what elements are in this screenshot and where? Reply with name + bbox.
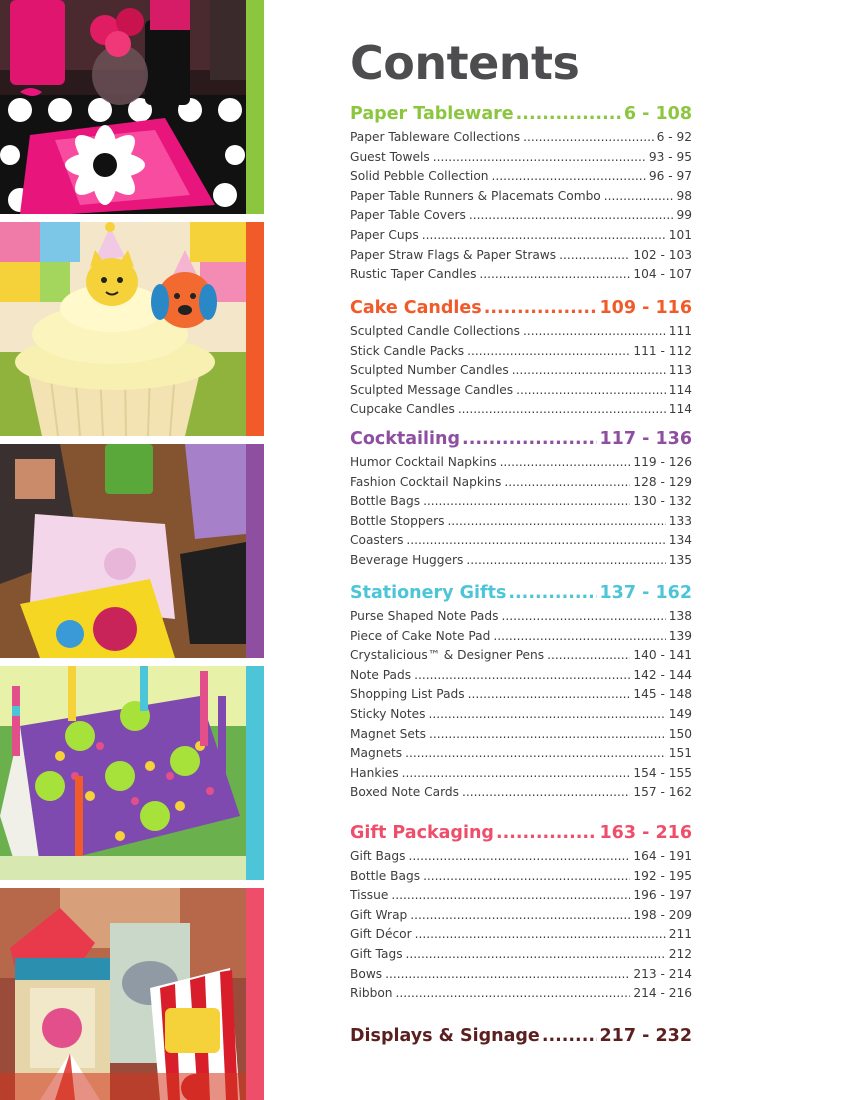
leader-dots — [484, 297, 598, 319]
leader-dots — [414, 666, 630, 686]
leader-dots — [466, 551, 665, 571]
entry-pages: 157 - 162 — [633, 785, 692, 800]
section-pages: 109 - 116 — [599, 298, 692, 318]
entry-pages: 214 - 216 — [633, 986, 692, 1001]
entry-pages: 211 — [668, 927, 692, 942]
leader-dots — [496, 822, 598, 844]
section-pages: 117 - 136 — [599, 429, 692, 449]
entry-label: Paper Table Runners & Placemats Combo — [350, 188, 601, 203]
entry-pages: 114 — [668, 382, 692, 397]
entry-label: Beverage Huggers — [350, 552, 464, 567]
toc-entry[interactable] — [350, 148, 692, 168]
section-heading[interactable] — [350, 582, 692, 604]
toc-entry[interactable] — [350, 361, 692, 381]
leader-dots — [500, 453, 631, 473]
leader-dots — [479, 265, 630, 285]
entry-label: Coasters — [350, 533, 404, 548]
entry-pages: 128 - 129 — [633, 474, 692, 489]
section-heading[interactable] — [350, 822, 692, 844]
entry-pages: 93 - 95 — [648, 149, 692, 164]
leader-dots — [462, 428, 597, 450]
entry-label: Paper Cups — [350, 227, 419, 242]
leader-dots — [501, 607, 665, 627]
toc-entry[interactable] — [350, 492, 692, 512]
section-title: Gift Packaging — [350, 823, 494, 843]
section-heading[interactable] — [350, 1025, 692, 1047]
entry-pages: 142 - 144 — [633, 667, 692, 682]
leader-dots — [559, 246, 630, 266]
leader-dots — [516, 381, 666, 401]
entry-pages: 149 — [668, 706, 692, 721]
entry-label: Gift Wrap — [350, 907, 408, 922]
entry-label: Tissue — [350, 888, 389, 903]
leader-dots — [469, 206, 674, 226]
toc-entry[interactable] — [350, 473, 692, 493]
toc-entry[interactable] — [350, 512, 692, 532]
section-title: Stationery Gifts — [350, 583, 507, 603]
entry-pages: 164 - 191 — [633, 849, 692, 863]
entry-label: Crystalicious™ & Designer Pens — [350, 648, 545, 663]
entry-pages: 154 - 155 — [633, 765, 692, 780]
toc-entry[interactable] — [350, 551, 692, 571]
entry-label: Gift Décor — [350, 927, 412, 942]
toc-entry[interactable] — [350, 627, 692, 647]
entry-label: Shopping List Pads — [350, 687, 465, 702]
entry-pages: 102 - 103 — [633, 247, 692, 262]
entry-pages: 111 — [668, 324, 692, 338]
toc-entry[interactable] — [350, 400, 692, 420]
entry-pages: 114 — [668, 402, 692, 417]
section-paper-tableware — [350, 103, 692, 285]
paper-tableware-photo-icon — [0, 0, 246, 214]
entry-label: Ribbon — [350, 986, 393, 1001]
entry-label: Bows — [350, 966, 383, 981]
toc-entry[interactable] — [350, 246, 692, 266]
entry-label: Bottle Bags — [350, 494, 421, 509]
page-title: Contents — [350, 36, 580, 90]
entry-pages: 198 - 209 — [633, 907, 692, 922]
leader-dots — [429, 705, 666, 725]
section-title: Paper Tableware — [350, 104, 514, 124]
section-pages: 217 - 232 — [599, 1026, 692, 1046]
section-stationery-gifts — [350, 582, 692, 803]
leader-dots — [542, 1025, 598, 1047]
toc-entry[interactable] — [350, 187, 692, 207]
leader-dots — [512, 361, 666, 381]
cocktailing-color-strip — [246, 444, 264, 658]
entry-pages: 101 — [668, 227, 692, 242]
leader-dots — [408, 847, 630, 867]
entry-label: Rustic Taper Candles — [350, 267, 477, 282]
section-gift-packaging — [350, 822, 692, 1004]
leader-dots — [396, 984, 631, 1004]
entry-pages: 133 — [668, 513, 692, 528]
toc-entry[interactable] — [350, 226, 692, 246]
section-heading[interactable] — [350, 297, 692, 319]
leader-dots — [492, 167, 646, 187]
toc-entry[interactable] — [350, 607, 692, 627]
toc-entry[interactable] — [350, 666, 692, 686]
stationery-color-strip — [246, 666, 264, 880]
cocktailing-photo-icon — [0, 444, 246, 658]
section-title: Cocktailing — [350, 429, 461, 449]
toc-entry[interactable] — [350, 705, 692, 725]
entry-pages: 111 - 112 — [633, 343, 692, 358]
toc-entry[interactable] — [350, 381, 692, 401]
entry-pages: 196 - 197 — [633, 888, 692, 903]
entry-pages: 134 — [668, 533, 692, 548]
entry-label: Bottle Stoppers — [350, 513, 445, 528]
toc-entry[interactable] — [350, 453, 692, 473]
section-displays-signage — [350, 1025, 692, 1047]
leader-dots — [467, 342, 630, 362]
toc-entry[interactable] — [350, 906, 692, 926]
entry-pages: 6 - 92 — [656, 130, 692, 144]
stationery-photo-icon — [0, 666, 246, 880]
leader-dots — [385, 965, 630, 985]
entry-label: Piece of Cake Note Pad — [350, 628, 491, 643]
leader-dots — [406, 531, 665, 551]
section-pages: 163 - 216 — [599, 823, 692, 843]
toc-entry[interactable] — [350, 847, 692, 867]
entry-label: Bottle Bags — [350, 868, 421, 883]
toc-entry[interactable] — [350, 886, 692, 906]
paper-tableware-color-strip — [246, 0, 264, 214]
leader-dots — [493, 627, 665, 647]
leader-dots — [458, 400, 666, 420]
entry-pages: 135 — [668, 552, 692, 567]
toc-entry[interactable] — [350, 725, 692, 745]
entry-label: Paper Table Covers — [350, 208, 466, 223]
entry-label: Paper Straw Flags & Paper Straws — [350, 247, 557, 262]
toc-entry[interactable] — [350, 531, 692, 551]
entry-pages: 140 - 141 — [633, 648, 692, 663]
leader-dots — [447, 512, 665, 532]
toc-entry[interactable] — [350, 744, 692, 764]
entry-pages: 150 — [668, 726, 692, 741]
toc-entry[interactable] — [350, 206, 692, 226]
leader-dots — [516, 103, 622, 125]
leader-dots — [523, 128, 653, 148]
section-cocktailing — [350, 428, 692, 571]
leader-dots — [462, 783, 630, 803]
section-pages: 6 - 108 — [623, 104, 692, 124]
entry-label: Note Pads — [350, 667, 412, 682]
entry-label: Gift Bags — [350, 849, 406, 863]
entry-label: Sticky Notes — [350, 706, 426, 721]
entry-pages: 130 - 132 — [633, 494, 692, 509]
entry-label: Fashion Cocktail Napkins — [350, 474, 502, 489]
section-title: Cake Candles — [350, 298, 482, 318]
toc-entry[interactable] — [350, 925, 692, 945]
toc-entry[interactable] — [350, 783, 692, 803]
leader-dots — [422, 226, 666, 246]
leader-dots — [391, 886, 630, 906]
entry-pages: 139 — [668, 628, 692, 643]
cake-candles-color-strip — [246, 222, 264, 436]
toc-entry[interactable] — [350, 342, 692, 362]
leader-dots — [429, 725, 666, 745]
gift-packaging-color-strip — [246, 888, 264, 1100]
entry-pages: 113 — [668, 363, 692, 378]
entry-label: Sculpted Number Candles — [350, 363, 509, 378]
entry-pages: 104 - 107 — [633, 267, 692, 282]
entry-pages: 119 - 126 — [633, 455, 692, 469]
leader-dots — [523, 322, 666, 342]
toc-entry[interactable] — [350, 128, 692, 148]
entry-label: Paper Tableware Collections — [350, 130, 521, 144]
entry-pages: 151 — [668, 746, 692, 761]
entry-label: Cupcake Candles — [350, 402, 455, 417]
leader-dots — [547, 646, 630, 666]
entry-label: Guest Towels — [350, 149, 430, 164]
section-pages: 137 - 162 — [599, 583, 692, 603]
entry-label: Magnet Sets — [350, 726, 426, 741]
entry-label: Purse Shaped Note Pads — [350, 609, 499, 623]
entry-pages: 96 - 97 — [648, 169, 692, 184]
entry-label: Magnets — [350, 746, 403, 761]
toc-entry[interactable] — [350, 984, 692, 1004]
toc-entry[interactable] — [350, 965, 692, 985]
leader-dots — [410, 906, 630, 926]
entry-pages: 213 - 214 — [633, 966, 692, 981]
cake-candles-photo-icon — [0, 222, 246, 436]
toc-entry[interactable] — [350, 322, 692, 342]
entry-label: Stick Candle Packs — [350, 343, 465, 358]
leader-dots — [406, 945, 666, 965]
entry-label: Sculpted Message Candles — [350, 382, 514, 397]
entry-label: Humor Cocktail Napkins — [350, 455, 497, 469]
toc-entry[interactable] — [350, 685, 692, 705]
leader-dots — [423, 867, 630, 887]
section-cake-candles — [350, 297, 692, 420]
leader-dots — [423, 492, 630, 512]
leader-dots — [468, 685, 631, 705]
section-heading[interactable] — [350, 103, 692, 125]
toc-entry[interactable] — [350, 945, 692, 965]
section-heading[interactable] — [350, 428, 692, 450]
toc-entry[interactable] — [350, 646, 692, 666]
entry-label: Hankies — [350, 765, 399, 780]
section-title: Displays & Signage — [350, 1026, 540, 1046]
leader-dots — [504, 473, 630, 493]
toc-entry[interactable] — [350, 867, 692, 887]
leader-dots — [508, 582, 597, 604]
toc-entry[interactable] — [350, 167, 692, 187]
entry-pages: 138 — [668, 609, 692, 623]
entry-pages: 99 — [676, 208, 692, 223]
toc-entry[interactable] — [350, 265, 692, 285]
entry-label: Gift Tags — [350, 946, 403, 961]
entry-pages: 98 — [676, 188, 692, 203]
leader-dots — [402, 764, 631, 784]
entry-pages: 192 - 195 — [633, 868, 692, 883]
entry-pages: 212 — [668, 946, 692, 961]
entry-label: Boxed Note Cards — [350, 785, 459, 800]
entry-pages: 145 - 148 — [633, 687, 692, 702]
entry-label: Sculpted Candle Collections — [350, 324, 521, 338]
leader-dots — [604, 187, 674, 207]
leader-dots — [433, 148, 646, 168]
leader-dots — [415, 925, 666, 945]
toc-entry[interactable] — [350, 764, 692, 784]
leader-dots — [405, 744, 666, 764]
gift-packaging-photo-icon — [0, 888, 246, 1100]
entry-label: Solid Pebble Collection — [350, 169, 489, 184]
